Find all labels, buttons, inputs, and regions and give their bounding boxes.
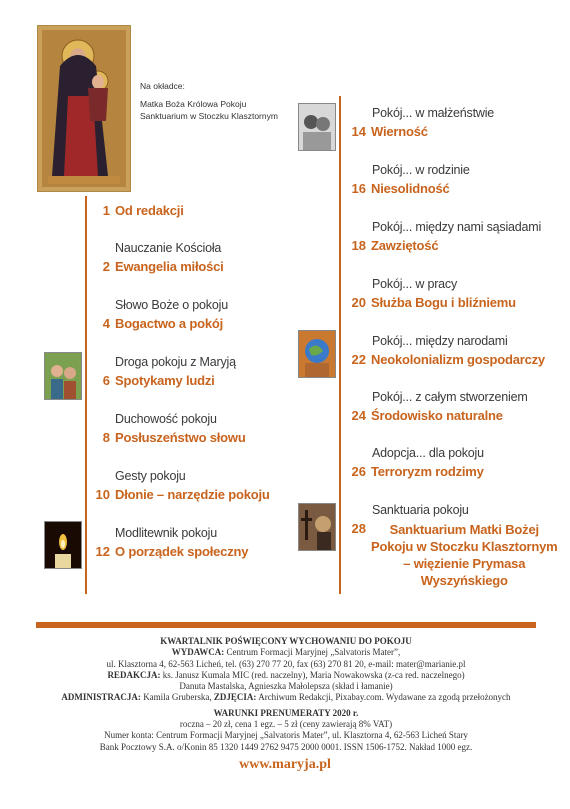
footer-divider bbox=[36, 622, 536, 628]
article-title: O porządek społeczny bbox=[115, 544, 249, 559]
cover-caption-line: Sanktuarium w Stoczku Klasztornym bbox=[140, 111, 278, 121]
page-number: 6 bbox=[102, 373, 110, 388]
page-number: 1 bbox=[102, 203, 110, 218]
photos-label: ZDJĘCIA: bbox=[213, 692, 257, 703]
article-title: Neokolonializm gospodarczy bbox=[371, 352, 545, 367]
article-title: Terroryzm rodzimy bbox=[371, 464, 484, 479]
page-number: 20 bbox=[351, 295, 366, 310]
toc-entry[interactable] bbox=[86, 355, 236, 388]
toc-entry[interactable] bbox=[86, 203, 184, 218]
toc-entry[interactable] bbox=[340, 220, 541, 253]
section-subtitle: Pokój... w pracy bbox=[372, 277, 458, 291]
subscription-heading: WARUNKI PRENUMERATY 2020 r. bbox=[213, 707, 359, 718]
imprint-editors-2: Danuta Mastalska, Agnieszka Małolepsza (skład i łamanie) bbox=[179, 681, 393, 692]
article-title: Bogactwo a pokój bbox=[115, 316, 224, 331]
article-title: Służba Bogu i bliźniemu bbox=[371, 295, 516, 310]
page-number: 22 bbox=[351, 352, 366, 367]
toc-entry[interactable] bbox=[86, 241, 224, 274]
toc-entry[interactable] bbox=[86, 526, 248, 559]
section-subtitle: Pokój... w małżeństwie bbox=[372, 106, 495, 120]
toc-entry[interactable] bbox=[340, 390, 528, 423]
section-subtitle: Adopcja... dla pokoju bbox=[372, 446, 484, 460]
imprint bbox=[36, 636, 536, 753]
imprint-publisher bbox=[36, 647, 536, 658]
toc-entry[interactable] bbox=[340, 334, 545, 367]
section-subtitle: Gesty pokoju bbox=[115, 469, 186, 483]
cover-caption-label: Na okładce: bbox=[140, 81, 185, 91]
page-number: 18 bbox=[351, 238, 366, 253]
page-number: 26 bbox=[351, 464, 366, 479]
editors-label: REDAKCJA: bbox=[107, 669, 161, 680]
toc-entry[interactable] bbox=[340, 446, 484, 479]
article-title: Niesolidność bbox=[371, 181, 450, 196]
cover-caption-line: Matka Boża Królowa Pokoju bbox=[140, 99, 247, 109]
subscription-prices: roczna – 20 zł, cena 1 egz. – 5 zł (ceny zawierają 8% VAT) bbox=[179, 719, 393, 730]
people-photo bbox=[44, 352, 82, 400]
admin-text: Kamila Gruberska, bbox=[140, 692, 214, 703]
page-number: 10 bbox=[95, 487, 110, 502]
imprint-address: ul. Klasztorna 4, 62-563 Licheń, tel. (63) 270 77 20, fax (63) 270 81 20, e-mail: mater@marianie.pl bbox=[106, 658, 466, 669]
article-title-line: Sanktuarium Matki Bożej bbox=[389, 522, 539, 537]
toc-entry[interactable] bbox=[340, 277, 516, 310]
section-subtitle: Słowo Boże o pokoju bbox=[115, 298, 228, 312]
article-title bbox=[371, 521, 558, 589]
website-link[interactable]: www.maryja.pl bbox=[239, 757, 331, 772]
article-title-line: Pokoju w Stoczku Klasztornym bbox=[371, 539, 558, 554]
toc-entry[interactable] bbox=[340, 503, 558, 589]
page-number: 14 bbox=[351, 124, 366, 139]
article-title: Zawziętość bbox=[371, 238, 439, 253]
page-number: 8 bbox=[102, 430, 110, 445]
publisher-text: Centrum Formacji Maryjnej „Salvatoris Mater”, bbox=[224, 647, 401, 658]
imprint-heading: KWARTALNIK POŚWIĘCONY WYCHOWANIU DO POKOJU bbox=[160, 636, 412, 646]
admin-label: ADMINISTRACJA: bbox=[61, 692, 141, 703]
article-title: Dłonie – narzędzie pokoju bbox=[115, 487, 270, 502]
page-number: 28 bbox=[351, 521, 366, 536]
section-subtitle: Pokój... między narodami bbox=[372, 334, 508, 348]
imprint-editors bbox=[36, 670, 536, 681]
page-number: 16 bbox=[351, 181, 366, 196]
toc-entry[interactable] bbox=[340, 106, 494, 139]
subscription-account: Numer konta: Centrum Formacji Maryjnej „Salvatoris Mater”, ul. Klasztorna 4, 62-563 Licheń Stary bbox=[104, 730, 468, 741]
cover-caption bbox=[140, 80, 278, 122]
page-number: 4 bbox=[102, 316, 110, 331]
article-title-line: Wyszyńskiego bbox=[420, 573, 508, 588]
page-number: 24 bbox=[351, 408, 366, 423]
candle-photo bbox=[44, 521, 82, 569]
section-subtitle: Modlitewnik pokoju bbox=[115, 526, 218, 540]
toc-entry[interactable] bbox=[86, 298, 228, 331]
crucifix-photo bbox=[298, 503, 336, 551]
globe-photo bbox=[298, 330, 336, 378]
article-title: Ewangelia miłości bbox=[115, 259, 224, 274]
toc-entry[interactable] bbox=[86, 412, 246, 445]
section-subtitle: Nauczanie Kościoła bbox=[115, 241, 222, 255]
article-title: Od redakcji bbox=[115, 203, 184, 218]
cover-image bbox=[37, 25, 131, 192]
page-number: 12 bbox=[95, 544, 110, 559]
article-title-line: – więzienie Prymasa bbox=[403, 556, 526, 571]
toc-entry[interactable] bbox=[340, 163, 470, 196]
section-subtitle: Duchowość pokoju bbox=[115, 412, 217, 426]
article-title: Spotykamy ludzi bbox=[115, 373, 215, 388]
page-number: 2 bbox=[102, 259, 110, 274]
imprint-admin bbox=[36, 692, 536, 703]
article-title: Posłuszeństwo słowu bbox=[115, 430, 246, 445]
article-title: Wierność bbox=[371, 124, 428, 139]
editors-text: ks. Janusz Kumala MIC (red. naczelny), Maria Nowakowska (z-ca red. naczelnego) bbox=[160, 669, 465, 680]
couple-photo bbox=[298, 103, 336, 151]
photos-text: Archiwum Redakcji, Pixabay.com. Wydawane za zgodą przełożonych bbox=[256, 692, 511, 703]
subscription-bank: Bank Pocztowy S.A. o/Konin 85 1320 1449 2762 9475 2000 0001. ISSN 1506-1752. Nakład 1000 egz. bbox=[99, 741, 473, 752]
publisher-label: WYDAWCA: bbox=[171, 647, 225, 658]
section-subtitle: Pokój... między nami sąsiadami bbox=[372, 220, 542, 234]
toc-entry[interactable] bbox=[86, 469, 270, 502]
section-subtitle: Pokój... w rodzinie bbox=[372, 163, 470, 177]
section-subtitle: Droga pokoju z Maryją bbox=[115, 355, 236, 369]
section-subtitle: Pokój... z całym stworzeniem bbox=[372, 390, 528, 404]
article-title: Środowisko naturalne bbox=[371, 408, 503, 423]
section-subtitle: Sanktuaria pokoju bbox=[372, 503, 469, 517]
